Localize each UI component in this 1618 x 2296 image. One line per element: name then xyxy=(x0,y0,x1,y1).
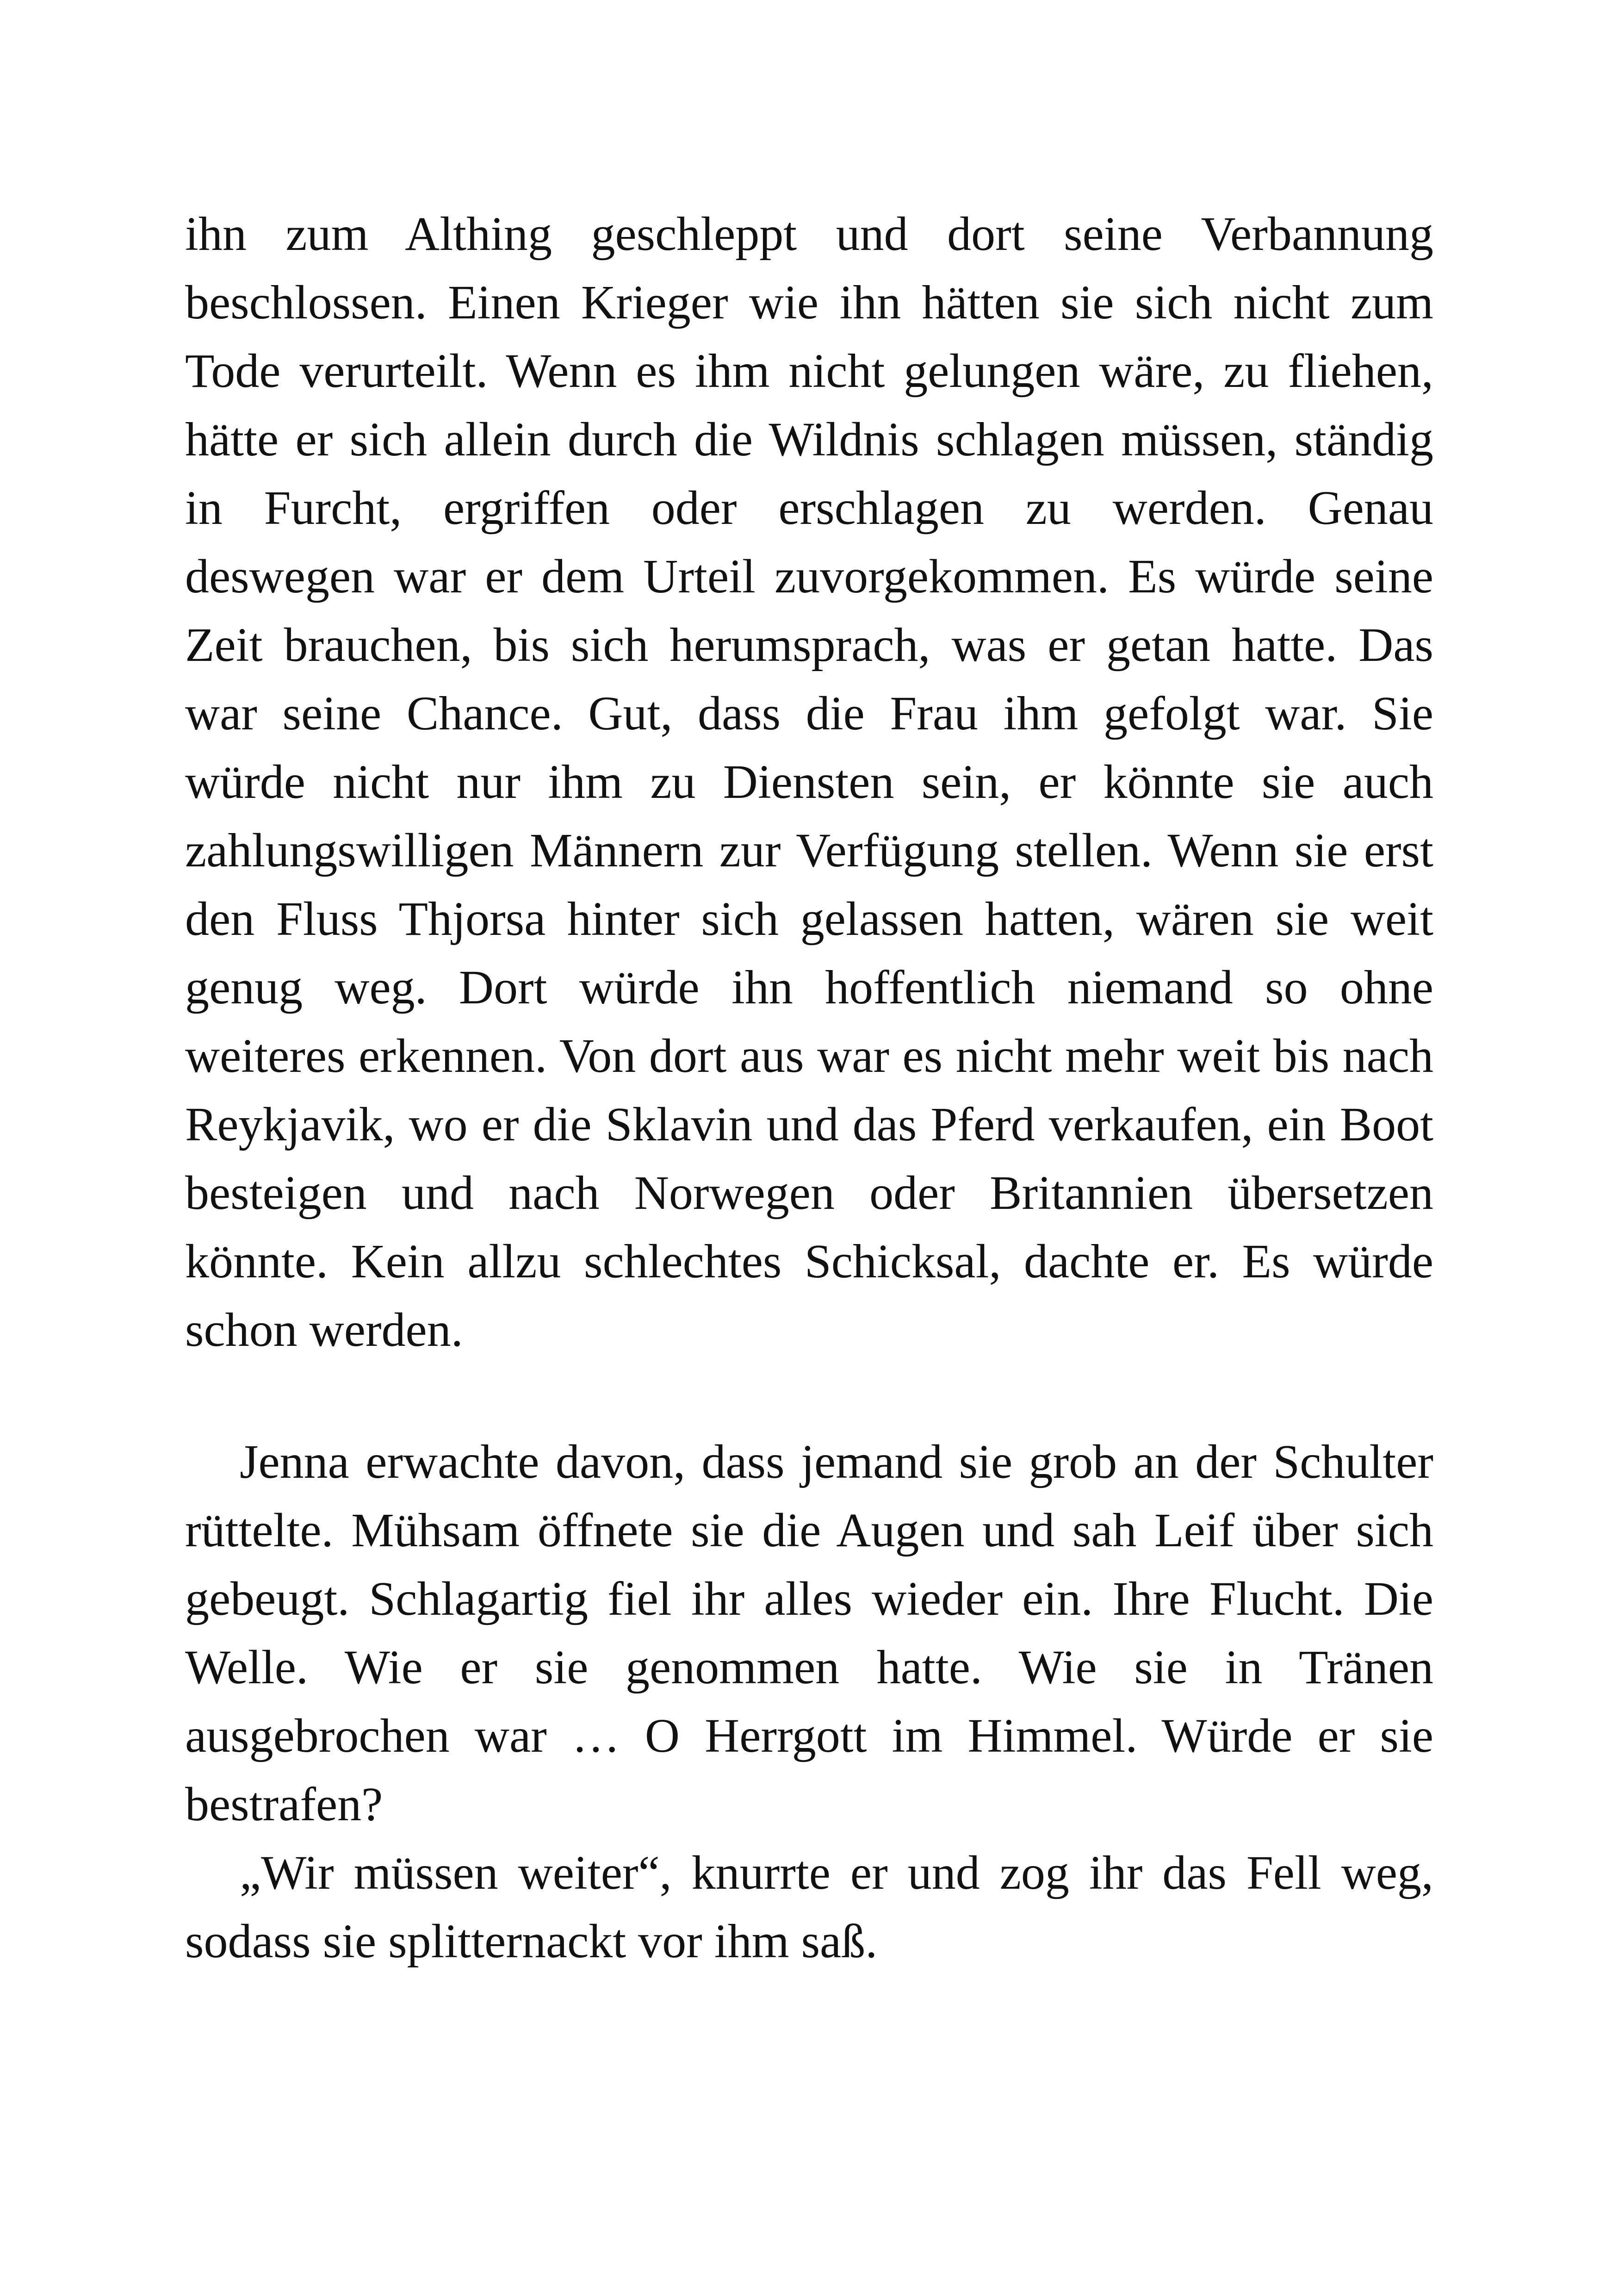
text-line: deswegen war er dem Urteil zuvorgekommen. Es würde seine xyxy=(185,550,1433,603)
paragraph-2 xyxy=(185,1428,1433,1839)
text-line: zahlungswilligen Männern zur Verfügung stellen. Wenn sie erst xyxy=(185,824,1433,877)
paragraph-3 xyxy=(185,1839,1433,1976)
text-line: war seine Chance. Gut, dass die Frau ihm gefolgt war. Sie xyxy=(185,687,1433,740)
text-line: Tode verurteilt. Wenn es ihm nicht gelungen wäre, zu fliehen, xyxy=(185,344,1433,398)
text-line: gebeugt. Schlagartig fiel ihr alles wieder ein. Ihre Flucht. Die xyxy=(185,1572,1433,1625)
text-line: Jenna erwachte davon, dass jemand sie grob an der Schulter xyxy=(240,1435,1433,1488)
text-section-1 xyxy=(185,200,1433,1364)
text-line: genug weg. Dort würde ihn hoffentlich niemand so ohne xyxy=(185,961,1433,1014)
text-line: beschlossen. Einen Krieger wie ihn hätten sie sich nicht zum xyxy=(185,276,1433,329)
text-section-2 xyxy=(185,1428,1433,1976)
text-line: hätte er sich allein durch die Wildnis schlagen müssen, ständig xyxy=(185,413,1433,466)
text-line: Zeit brauchen, bis sich herumsprach, was er getan hatte. Das xyxy=(185,618,1433,672)
text-line: rüttelte. Mühsam öffnete sie die Augen und sah Leif über sich xyxy=(185,1504,1433,1557)
text-line: Reykjavik, wo er die Sklavin und das Pferd verkaufen, ein Boot xyxy=(185,1098,1433,1151)
text-line: schon werden. xyxy=(185,1303,463,1356)
text-line: bestrafen? xyxy=(185,1778,383,1831)
text-line: könnte. Kein allzu schlechtes Schicksal, dachte er. Es würde xyxy=(185,1235,1433,1288)
text-line: in Furcht, ergriffen oder erschlagen zu werden. Genau xyxy=(185,481,1433,535)
text-line: würde nicht nur ihm zu Diensten sein, er könnte sie auch xyxy=(185,755,1433,809)
text-line: ihn zum Althing geschleppt und dort seine Verbannung xyxy=(185,207,1433,261)
paragraph-1 xyxy=(185,200,1433,1364)
text-line: weiteres erkennen. Von dort aus war es nicht mehr weit bis nach xyxy=(185,1029,1433,1083)
text-line: ausgebrochen war … O Herrgott im Himmel. Würde er sie xyxy=(185,1709,1433,1762)
text-line: Welle. Wie er sie genommen hatte. Wie sie in Tränen xyxy=(185,1641,1433,1694)
text-line: besteigen und nach Norwegen oder Britannien übersetzen xyxy=(185,1166,1433,1220)
text-line: sodass sie splitternackt vor ihm saß. xyxy=(185,1915,878,1968)
text-line: „Wir müssen weiter“, knurrte er und zog ihr das Fell weg, xyxy=(240,1846,1433,1899)
text-line: den Fluss Thjorsa hinter sich gelassen hatten, wären sie weit xyxy=(185,892,1433,946)
